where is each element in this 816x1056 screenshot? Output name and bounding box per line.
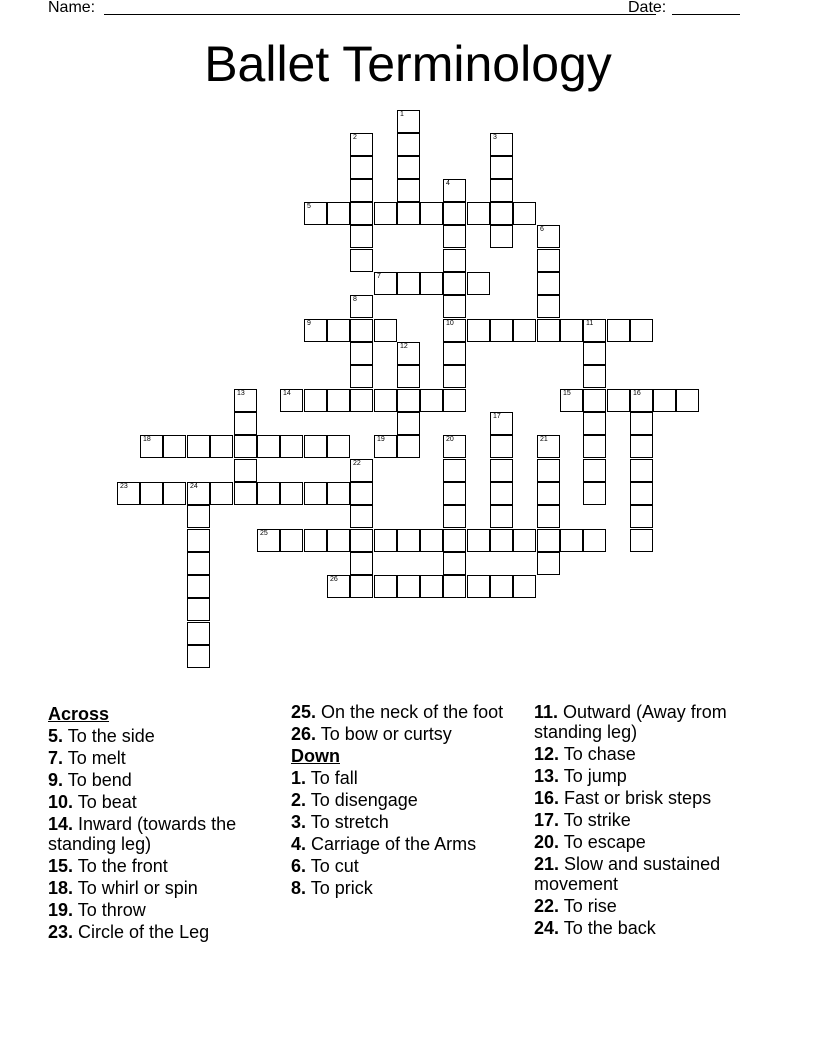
grid-cell[interactable] <box>443 365 466 388</box>
grid-cell[interactable] <box>374 529 397 552</box>
cell-number: 10 <box>446 320 454 327</box>
grid-cell[interactable] <box>140 482 163 505</box>
cell-number: 21 <box>540 436 548 443</box>
grid-cell[interactable] <box>583 389 606 412</box>
clue-text: Carriage of the Arms <box>306 834 477 854</box>
cell-number: 4 <box>446 180 450 187</box>
grid-cell[interactable] <box>490 575 513 598</box>
grid-cell[interactable] <box>163 435 186 458</box>
grid-cell[interactable] <box>304 389 327 412</box>
grid-cell[interactable] <box>467 319 490 342</box>
grid-cell[interactable] <box>397 389 420 412</box>
grid-cell[interactable] <box>304 435 327 458</box>
cell-number: 9 <box>307 320 311 327</box>
grid-cell[interactable] <box>537 505 560 528</box>
grid-cell[interactable] <box>187 435 210 458</box>
grid-cell[interactable] <box>630 482 653 505</box>
name-label: Name: <box>48 0 96 16</box>
clue-text: To fall <box>306 768 358 788</box>
clue-section-title: Across <box>48 704 110 724</box>
grid-cell[interactable] <box>443 202 466 225</box>
grid-cell[interactable] <box>210 482 233 505</box>
grid-cell[interactable] <box>397 365 420 388</box>
grid-cell[interactable] <box>397 575 420 598</box>
clue-number: 2. <box>291 790 307 810</box>
grid-cell[interactable] <box>350 225 373 248</box>
grid-cell[interactable] <box>210 435 233 458</box>
grid-cell[interactable] <box>350 249 373 272</box>
grid-cell[interactable] <box>187 645 210 668</box>
grid-cell[interactable] <box>350 295 373 318</box>
cell-number: 24 <box>190 483 198 490</box>
clue-item <box>534 918 766 938</box>
grid-cell[interactable] <box>350 552 373 575</box>
grid-cell[interactable] <box>187 575 210 598</box>
grid-cell[interactable] <box>234 389 257 412</box>
clue-number: 21. <box>534 854 560 874</box>
grid-cell[interactable] <box>630 505 653 528</box>
grid-cell[interactable] <box>234 412 257 435</box>
grid-cell[interactable] <box>350 365 373 388</box>
clue-number: 18. <box>48 878 74 898</box>
clue-text: To the front <box>73 856 168 876</box>
grid-cell[interactable] <box>583 435 606 458</box>
grid-cell[interactable] <box>350 342 373 365</box>
cell-number: 6 <box>540 226 544 233</box>
clue-text: To disengage <box>306 790 418 810</box>
clue-number: 15. <box>48 856 74 876</box>
page-title: Ballet Terminology <box>204 36 612 92</box>
clue-number: 24. <box>534 918 560 938</box>
grid-cell[interactable] <box>350 319 373 342</box>
grid-cell[interactable] <box>350 482 373 505</box>
grid-cell[interactable] <box>350 505 373 528</box>
grid-cell[interactable] <box>583 342 606 365</box>
cell-number: 25 <box>260 530 268 537</box>
cell-number: 23 <box>120 483 128 490</box>
grid-cell[interactable] <box>187 552 210 575</box>
grid-cell[interactable] <box>397 272 420 295</box>
grid-cell[interactable] <box>304 319 327 342</box>
clue-text: To whirl or spin <box>73 878 198 898</box>
clue-text: To prick <box>306 878 373 898</box>
clue-item <box>534 896 766 916</box>
grid-cell[interactable] <box>117 482 140 505</box>
clue-item <box>291 768 523 788</box>
cell-number: 20 <box>446 436 454 443</box>
cell-number: 15 <box>563 390 571 397</box>
clue-text: To stretch <box>306 812 389 832</box>
grid-cell[interactable] <box>327 575 350 598</box>
grid-cell[interactable] <box>397 110 420 133</box>
clue-number: 19. <box>48 900 74 920</box>
cell-number: 18 <box>143 436 151 443</box>
grid-cell[interactable] <box>350 202 373 225</box>
grid-cell[interactable] <box>304 529 327 552</box>
grid-cell[interactable] <box>537 249 560 272</box>
grid-cell[interactable] <box>327 529 350 552</box>
grid-cell[interactable] <box>583 482 606 505</box>
grid-cell[interactable] <box>537 435 560 458</box>
clue-item <box>534 854 766 894</box>
clue-text: Inward (towards the standing leg) <box>48 814 237 854</box>
grid-cell[interactable] <box>350 459 373 482</box>
grid-cell[interactable] <box>420 529 443 552</box>
clue-number: 22. <box>534 896 560 916</box>
clue-item <box>534 832 766 852</box>
clue-text: Slow and sustained movement <box>534 854 721 894</box>
clue-item <box>291 856 523 876</box>
clue-item <box>534 810 766 830</box>
grid-cell[interactable] <box>537 319 560 342</box>
clue-item <box>48 878 280 898</box>
grid-cell[interactable] <box>537 482 560 505</box>
cell-number: 11 <box>586 320 594 327</box>
grid-cell[interactable] <box>607 389 630 412</box>
grid-cell[interactable] <box>630 412 653 435</box>
clue-item <box>48 748 280 768</box>
grid-cell[interactable] <box>467 529 490 552</box>
grid-cell[interactable] <box>490 133 513 156</box>
grid-cell[interactable] <box>420 575 443 598</box>
grid-cell[interactable] <box>257 435 280 458</box>
grid-cell[interactable] <box>350 389 373 412</box>
grid-cell[interactable] <box>443 319 466 342</box>
grid-cell[interactable] <box>187 598 210 621</box>
grid-cell[interactable] <box>653 389 676 412</box>
grid-cell[interactable] <box>676 389 699 412</box>
clue-item <box>48 770 280 790</box>
grid-cell[interactable] <box>420 202 443 225</box>
grid-cell[interactable] <box>443 459 466 482</box>
grid-cell[interactable] <box>374 319 397 342</box>
grid-cell[interactable] <box>397 202 420 225</box>
cell-number: 5 <box>307 203 311 210</box>
grid-cell[interactable] <box>327 482 350 505</box>
grid-cell[interactable] <box>490 459 513 482</box>
clue-item <box>534 702 766 742</box>
clue-number: 3. <box>291 812 307 832</box>
grid-cell[interactable] <box>163 482 186 505</box>
clue-text: To rise <box>559 896 617 916</box>
grid-cell[interactable] <box>490 319 513 342</box>
clue-text: To strike <box>559 810 631 830</box>
grid-cell[interactable] <box>257 482 280 505</box>
grid-cell[interactable] <box>140 435 163 458</box>
grid-cell[interactable] <box>397 342 420 365</box>
clue-item <box>291 878 523 898</box>
clue-text: To escape <box>559 832 646 852</box>
clue-number: 14. <box>48 814 74 834</box>
grid-cell[interactable] <box>187 505 210 528</box>
grid-cell[interactable] <box>374 435 397 458</box>
clue-text: On the neck of the foot <box>316 702 504 722</box>
clue-number: 7. <box>48 748 64 768</box>
grid-cell[interactable] <box>537 552 560 575</box>
grid-cell[interactable] <box>327 319 350 342</box>
grid-cell[interactable] <box>397 156 420 179</box>
clue-text: To chase <box>559 744 636 764</box>
clue-item <box>48 726 280 746</box>
cell-number: 2 <box>353 134 357 141</box>
grid-cell[interactable] <box>513 529 536 552</box>
grid-cell[interactable] <box>560 319 583 342</box>
grid-cell[interactable] <box>583 459 606 482</box>
grid-cell[interactable] <box>630 389 653 412</box>
grid-cell[interactable] <box>374 202 397 225</box>
clue-number: 4. <box>291 834 307 854</box>
grid-cell[interactable] <box>490 156 513 179</box>
grid-cell[interactable] <box>397 133 420 156</box>
clue-item <box>534 788 766 808</box>
grid-cell[interactable] <box>374 272 397 295</box>
clue-number: 12. <box>534 744 560 764</box>
grid-cell[interactable] <box>350 133 373 156</box>
grid-cell[interactable] <box>630 435 653 458</box>
grid-cell[interactable] <box>490 435 513 458</box>
grid-cell[interactable] <box>234 435 257 458</box>
cell-number: 26 <box>330 576 338 583</box>
clue-number: 11. <box>534 702 559 722</box>
grid-cell[interactable] <box>467 575 490 598</box>
cell-number: 14 <box>283 390 291 397</box>
grid-cell[interactable] <box>397 412 420 435</box>
clue-item <box>48 900 280 920</box>
clue-number: 13. <box>534 766 560 786</box>
grid-cell[interactable] <box>443 552 466 575</box>
grid-cell[interactable] <box>630 319 653 342</box>
grid-cell[interactable] <box>560 389 583 412</box>
clue-text: To jump <box>559 766 627 786</box>
cell-number: 7 <box>377 273 381 280</box>
clue-number: 5. <box>48 726 64 746</box>
clue-text: To melt <box>63 748 126 768</box>
grid-cell[interactable] <box>234 482 257 505</box>
grid-cell[interactable] <box>280 529 303 552</box>
clue-item <box>48 814 280 854</box>
grid-cell[interactable] <box>350 575 373 598</box>
grid-cell[interactable] <box>443 225 466 248</box>
clue-item <box>48 792 280 812</box>
grid-cell[interactable] <box>257 529 280 552</box>
clue-item <box>291 702 523 722</box>
grid-cell[interactable] <box>327 202 350 225</box>
cell-number: 3 <box>493 134 497 141</box>
clue-number: 8. <box>291 878 307 898</box>
grid-cell[interactable] <box>583 529 606 552</box>
cell-number: 19 <box>377 436 385 443</box>
grid-cell[interactable] <box>443 435 466 458</box>
clue-section-title: Down <box>291 746 340 766</box>
grid-cell[interactable] <box>420 389 443 412</box>
grid-cell[interactable] <box>187 482 210 505</box>
clue-number: 16. <box>534 788 560 808</box>
grid-cell[interactable] <box>397 435 420 458</box>
grid-cell[interactable] <box>327 389 350 412</box>
grid-cell[interactable] <box>583 412 606 435</box>
grid-cell[interactable] <box>397 179 420 202</box>
grid-cell[interactable] <box>443 482 466 505</box>
date-label: Date: <box>628 0 667 16</box>
grid-cell[interactable] <box>280 482 303 505</box>
clue-column-2 <box>291 702 523 900</box>
clue-column-1 <box>48 702 280 944</box>
grid-cell[interactable] <box>327 435 350 458</box>
grid-cell[interactable] <box>443 575 466 598</box>
grid-cell[interactable] <box>467 202 490 225</box>
clue-number: 25. <box>291 702 317 722</box>
grid-cell[interactable] <box>374 389 397 412</box>
grid-cell[interactable] <box>304 202 327 225</box>
clue-text: Circle of the Leg <box>73 922 210 942</box>
clue-text: To cut <box>306 856 359 876</box>
grid-cell[interactable] <box>630 529 653 552</box>
cell-number: 8 <box>353 296 357 303</box>
grid-cell[interactable] <box>583 319 606 342</box>
grid-cell[interactable] <box>490 202 513 225</box>
clue-text: To bend <box>63 770 132 790</box>
grid-cell[interactable] <box>187 622 210 645</box>
grid-cell[interactable] <box>490 225 513 248</box>
grid-cell[interactable] <box>537 459 560 482</box>
grid-cell[interactable] <box>490 412 513 435</box>
grid-cell[interactable] <box>443 249 466 272</box>
cell-number: 13 <box>237 390 245 397</box>
clue-number: 20. <box>534 832 560 852</box>
grid-cell[interactable] <box>583 365 606 388</box>
grid-cell[interactable] <box>513 575 536 598</box>
clue-text: To the side <box>63 726 155 746</box>
grid-cell[interactable] <box>350 179 373 202</box>
clue-item <box>534 766 766 786</box>
grid-cell[interactable] <box>443 342 466 365</box>
clue-number: 6. <box>291 856 307 876</box>
cell-number: 12 <box>400 343 408 350</box>
clue-text: To the back <box>559 918 656 938</box>
clue-item <box>291 812 523 832</box>
grid-cell[interactable] <box>513 319 536 342</box>
clue-number: 17. <box>534 810 560 830</box>
clue-number: 9. <box>48 770 64 790</box>
grid-cell[interactable] <box>280 389 303 412</box>
grid-cell[interactable] <box>280 435 303 458</box>
grid-cell[interactable] <box>467 272 490 295</box>
cell-number: 16 <box>633 390 641 397</box>
clue-text: To bow or curtsy <box>316 724 452 744</box>
grid-cell[interactable] <box>443 389 466 412</box>
clue-text: To throw <box>73 900 146 920</box>
clue-item <box>534 744 766 764</box>
grid-cell[interactable] <box>537 295 560 318</box>
clue-item <box>291 834 523 854</box>
grid-cell[interactable] <box>234 459 257 482</box>
cell-number: 1 <box>400 111 404 118</box>
grid-cell[interactable] <box>513 202 536 225</box>
grid-cell[interactable] <box>187 529 210 552</box>
clue-item <box>48 922 280 942</box>
grid-cell[interactable] <box>304 482 327 505</box>
grid-cell[interactable] <box>374 575 397 598</box>
grid-cell[interactable] <box>443 179 466 202</box>
clue-number: 23. <box>48 922 74 942</box>
grid-cell[interactable] <box>490 529 513 552</box>
grid-cell[interactable] <box>490 482 513 505</box>
clue-number: 26. <box>291 724 317 744</box>
grid-cell[interactable] <box>490 505 513 528</box>
clue-number: 10. <box>48 792 74 812</box>
grid-cell[interactable] <box>443 272 466 295</box>
grid-cell[interactable] <box>443 295 466 318</box>
clue-column-3 <box>534 702 766 940</box>
grid-cell[interactable] <box>443 529 466 552</box>
grid-cell[interactable] <box>607 319 630 342</box>
grid-cell[interactable] <box>397 529 420 552</box>
clue-item <box>291 724 523 744</box>
cell-number: 22 <box>353 460 361 467</box>
clue-text: Outward (Away from standing leg) <box>534 702 727 742</box>
grid-cell[interactable] <box>490 179 513 202</box>
grid-cell[interactable] <box>537 225 560 248</box>
clue-text: Fast or brisk steps <box>559 788 712 808</box>
clue-item <box>291 790 523 810</box>
grid-cell[interactable] <box>630 459 653 482</box>
grid-cell[interactable] <box>560 529 583 552</box>
clue-text: To beat <box>73 792 137 812</box>
cell-number: 17 <box>493 413 501 420</box>
clue-number: 1. <box>291 768 307 788</box>
grid-cell[interactable] <box>420 272 443 295</box>
clue-item <box>48 856 280 876</box>
grid-cell[interactable] <box>443 505 466 528</box>
grid-cell[interactable] <box>350 529 373 552</box>
grid-cell[interactable] <box>537 529 560 552</box>
grid-cell[interactable] <box>537 272 560 295</box>
grid-cell[interactable] <box>350 156 373 179</box>
